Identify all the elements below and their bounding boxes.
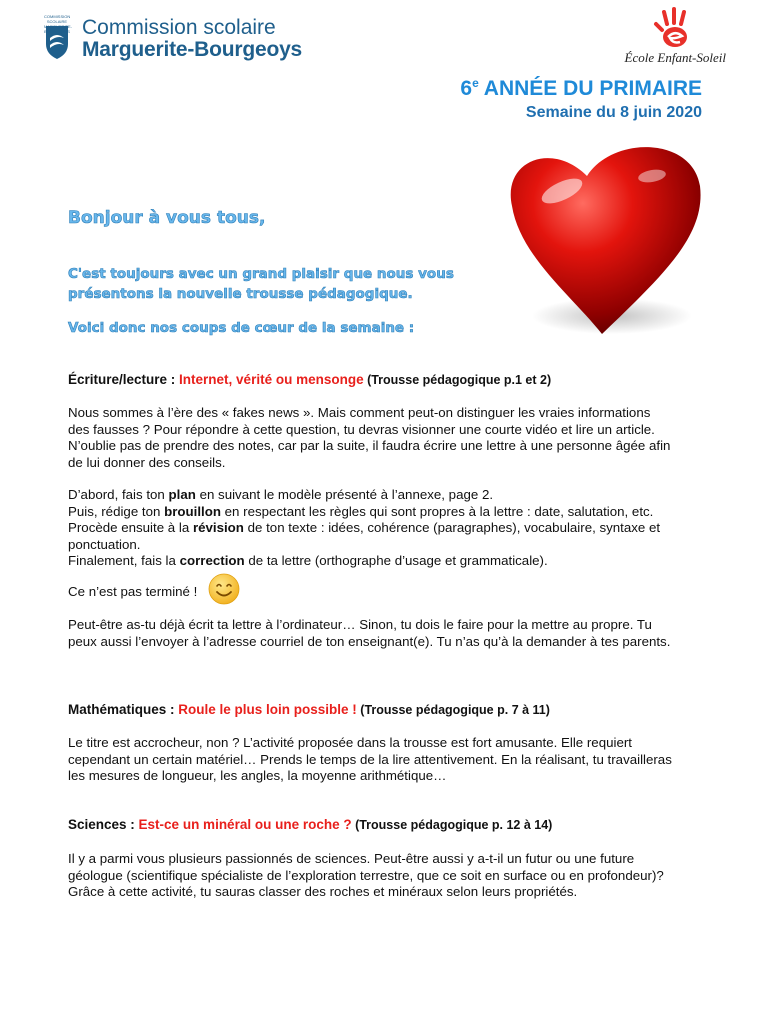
organization-name-line2: Marguerite-Bourgeoys: [82, 38, 303, 61]
logo-small-text: COMMISSION SCOLAIRE MARGUERITE-BOURGEOYS: [44, 14, 72, 34]
ecriture-paragraph-1: Nous sommes à l’ère des « fakes news ». Mais comment peut-on distinguer les vraies informations des fausses ? Pour répondre à cette question, tu devras visionner une courte vidéo et lire un article. N’oublie pas de prendre des notes, car par la suite, il faudra écrire une lettre à une personne âgée afin de lui donner des conseils.: [68, 405, 671, 470]
shield-logo-icon: [44, 14, 70, 60]
handprint-logo-icon: [646, 6, 698, 50]
greeting-line3: Voici donc nos coups de cœur de la semaine :: [68, 320, 415, 336]
ecriture-paragraph-2: D’abord, fais ton plan en suivant le modèle présenté à l’annexe, page 2. Puis, rédige ton brouillon en respectant les règles qui sont propres à la lettre : date, salutation, etc. Procède ensuite à la révision de ton texte : idées, cohérence (paragraphes), vocabulaire, syntaxe et ponctuation. Finalement, fais la correction de ta lettre (orthographe d’usage et grammaticale).: [68, 487, 661, 568]
greeting-line1: C'est toujours avec un grand plaisir que nous vous: [68, 266, 454, 282]
ecriture-paragraph-3: Peut-être as-tu déjà écrit ta lettre à l’ordinateur… Sinon, tu dois le faire pour la mettre au propre. Tu peux aussi l’envoyer à l’adresse courriel de ton enseignant(e). Tu n’as qu’à la demander à tes parents.: [68, 617, 671, 649]
maths-paragraph: Le titre est accrocheur, non ? L’activité proposée dans la trousse est fort amusante. Elle requiert cependant un certain matériel… Prends le temps de la lire attentivement. En la réalisant, tu travailleras les mesures de longueur, les angles, la moyenne arithmétique…: [68, 735, 672, 783]
partner-name: École Enfant-Soleil: [624, 50, 726, 65]
sciences-paragraph: Il y a parmi vous plusieurs passionnés de sciences. Peut-être aussi y a-t-il un futur ou une future géologue (scientifique spécialiste de l’exploration terrestre, que ce soit en surface ou en profondeur)? Grâce à cette activité, tu sauras classer des roches et minéraux selon leurs propriétés.: [68, 851, 664, 899]
section-heading-sciences: Sciences : Est-ce un minéral ou une roche ? (Trousse pédagogique p. 12 à 14): [68, 817, 553, 832]
week-subtitle: Semaine du 8 juin 2020: [525, 104, 702, 121]
heart-icon: [492, 136, 712, 342]
section-heading-ecriture: Écriture/lecture : Internet, vérité ou mensonge (Trousse pédagogique p.1 et 2): [68, 372, 552, 387]
organization-logo: [44, 14, 303, 64]
greeting-line2: présentons la nouvelle trousse pédagogique.: [68, 286, 413, 302]
greeting-hello: Bonjour à vous tous,: [68, 208, 266, 228]
partner-logo: [606, 6, 726, 68]
grade-title: 6e ANNÉE DU PRIMAIRE: [460, 76, 702, 100]
not-done-text: Ce n’est pas terminé !: [68, 584, 198, 599]
smiley-icon: [208, 573, 240, 605]
organization-name-line1: Commission scolaire: [82, 16, 276, 39]
section-heading-maths: Mathématiques : Roule le plus loin possible ! (Trousse pédagogique p. 7 à 11): [68, 702, 550, 717]
